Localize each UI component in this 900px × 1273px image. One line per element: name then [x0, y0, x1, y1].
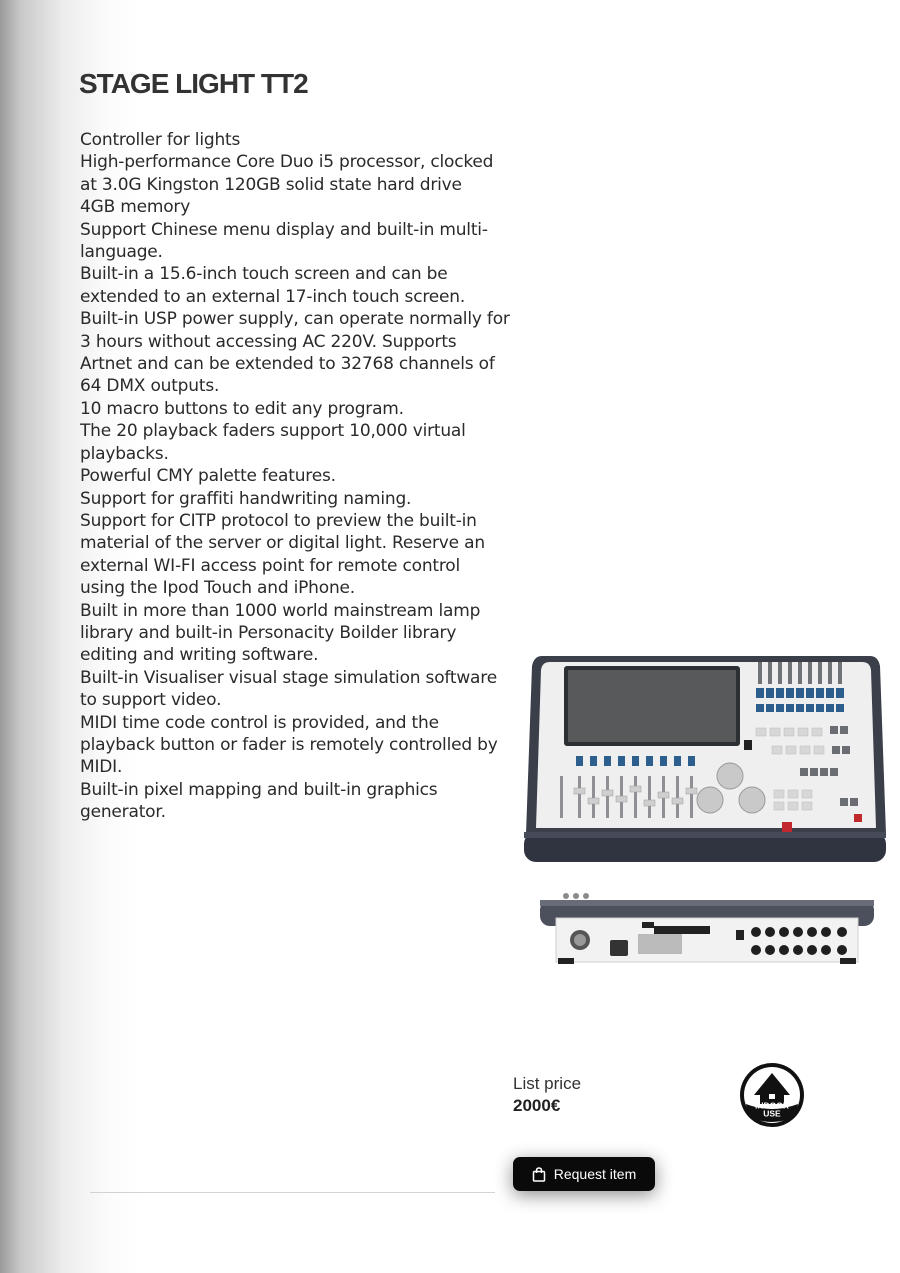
spec-item: Built-in Visualiser visual stage simulation software to support video. [80, 667, 497, 711]
spec-item: Built-in pixel mapping and built-in graphics generator. [80, 779, 438, 823]
spec-item: MIDI time code control is provided, and the playback button or fader is remotely controlled by MIDI. [80, 712, 498, 778]
request-item-label: Request item [553, 1166, 637, 1182]
spec-item: Powerful CMY palette features. [80, 466, 336, 487]
spec-item: Support for graffiti handwriting naming. [80, 488, 412, 509]
indoor-use-badge [738, 1062, 806, 1128]
spec-item: Built in more than 1000 world mainstream lamp library and built-in Personacity Boilder library editing and writing software. [80, 600, 481, 666]
spec-item: High-performance Core Duo i5 processor, clocked at 3.0G Kingston 120GB solid state hard drive [80, 152, 494, 195]
spec-item: Built-in USP power supply, can operate normally for 3 hours without accessing AC 220V. Supports Artnet and can be extended to 32768 channels of 64 DMX outputs. [80, 309, 510, 397]
product-image-console-top [520, 648, 892, 870]
spec-list [80, 129, 510, 824]
request-item-button[interactable] [513, 1157, 655, 1191]
product-title: STAGE LIGHT TT2 [79, 68, 308, 99]
product-image-console-back [536, 888, 878, 972]
shopping-bag-icon [532, 1167, 546, 1182]
spec-item: Support for CITP protocol to preview the built-in material of the server or digital light. Reserve an external WI-FI access point for remote control using the Ipod Touch and iPhone. [80, 510, 485, 599]
badge-line1: INDOOR [755, 1100, 789, 1111]
spec-item: Support Chinese menu display and built-in multi-language. [80, 219, 488, 263]
price-value: 2000€ [513, 1096, 561, 1115]
divider [90, 1192, 495, 1193]
price-label: List price [513, 1074, 582, 1093]
price-block [513, 1074, 581, 1116]
spec-item: 10 macro buttons to edit any program. [80, 398, 404, 419]
spec-item: Controller for lights [80, 130, 241, 150]
spec-item: The 20 playback faders support 10,000 virtual playbacks. [80, 421, 466, 464]
badge-line2: USE [763, 1108, 781, 1119]
spec-item: Built-in a 15.6-inch touch screen and can be extended to an external 17-inch touch screen. [80, 264, 466, 307]
spec-item: 4GB memory [80, 197, 191, 218]
